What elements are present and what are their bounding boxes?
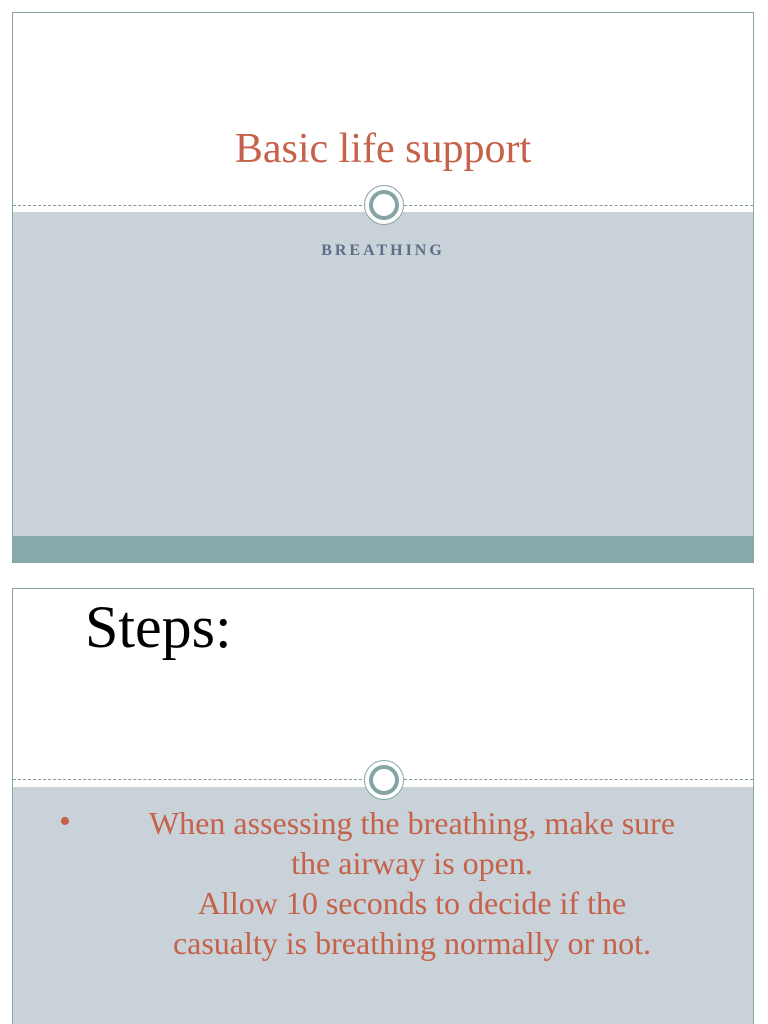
- bullet-text: [97, 803, 727, 963]
- slide-subtitle: BREATHING: [321, 242, 445, 259]
- bullet-line: When assessing the breathing, make sure: [148, 805, 676, 841]
- ring-divider-icon: [364, 185, 404, 225]
- footer-bar: [13, 536, 753, 562]
- slide-2: [12, 588, 754, 1024]
- bullet-line: casualty is breathing normally or not.: [172, 925, 652, 961]
- bullet-line: Allow 10 seconds to decide if the: [197, 885, 627, 921]
- bullet-icon: •: [59, 803, 71, 840]
- ring-divider-icon: [364, 760, 404, 800]
- bullet-line: the airway is open.: [291, 845, 533, 881]
- slide-title: Basic life support: [234, 126, 532, 172]
- title-band: [13, 212, 753, 538]
- slide-title: Steps:: [85, 594, 232, 660]
- slide-1: [12, 12, 754, 563]
